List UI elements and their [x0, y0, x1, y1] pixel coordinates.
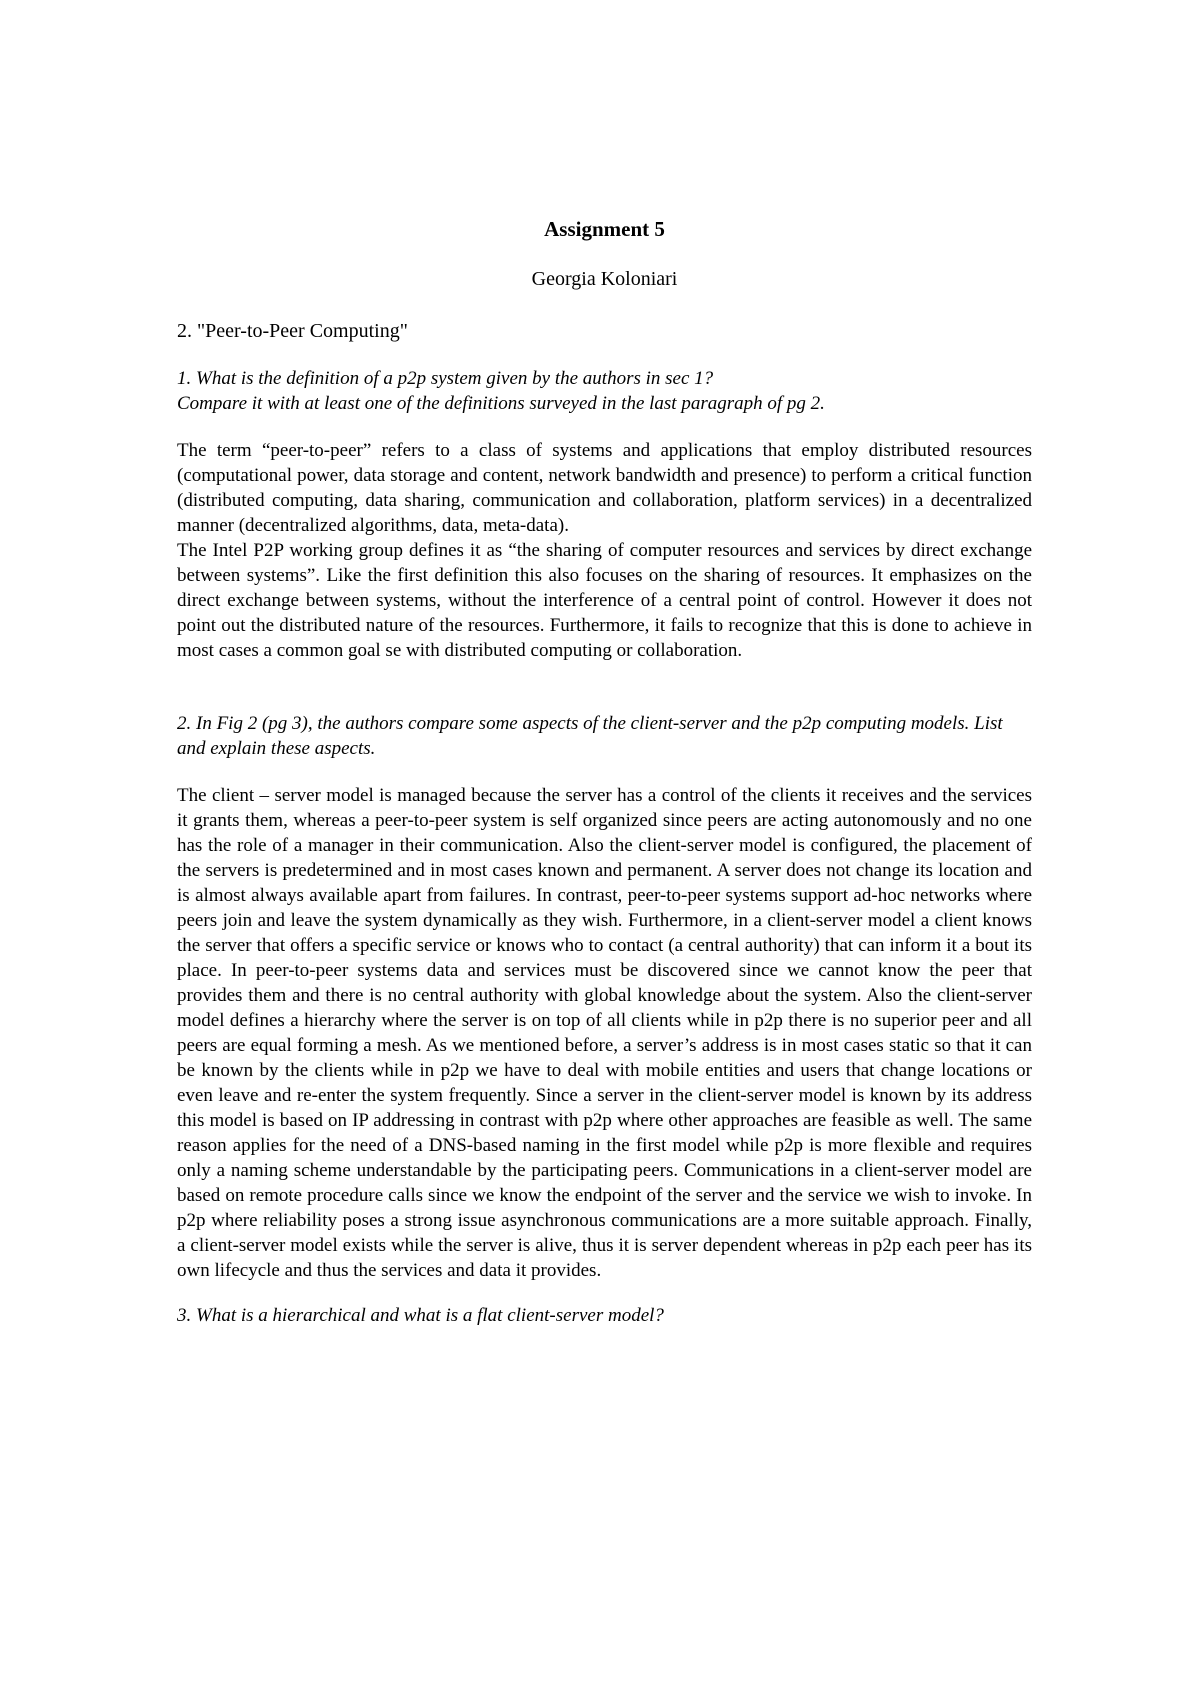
answer-2-paragraph: The client – server model is managed because the server has a control of the clients it receives and the services it grants them, whereas a peer-to-peer system is self organized since peers are acting autonomously and no one has the role of a manager in their communication. Also the client-server model is configured, the placement of the servers is predetermined and in most cases known and permanent. A server does not change its location and is almost always available apart from failures. In contrast, peer-to-peer systems support ad-hoc networks where peers join and leave the system dynamically as they wish. Furthermore, in a client-server model a client knows the server that offers a specific service or knows who to contact (a central authority) that can inform it a bout its place. In peer-to-peer systems data and services must be discovered since we cannot know the peer that provides them and there is no central authority with global knowledge about the system. Also the client-server model defines a hierarchy where the server is on top of all clients while in p2p there is no superior peer and all peers are equal forming a mesh. As we mentioned before, a server’s address is in most cases static so that it can be known by the clients while in p2p we have to deal with mobile entities and users that change locations or even leave and re-enter the system frequently. Since a server in the client-server model is known by its address this model is based on IP addressing in contrast with p2p where other approaches are feasible as well. The same reason applies for the need of a DNS-based naming in the first model while p2p is more flexible and requires only a naming scheme understandable by the participating peers. Communications in a client-server model are based on remote procedure calls since we know the endpoint of the server and the service we wish to invoke. In p2p where reliability poses a strong issue asynchronous communications are a more suitable approach. Finally, a client-server model exists while the server is alive, thus it is server dependent whereas in p2p each peer has its own lifecycle and thus the services and data it provides.: [177, 785, 1032, 1281]
document-body: [177, 214, 1032, 1328]
question-1: [177, 366, 1032, 416]
section-heading: 2. "Peer-to-Peer Computing": [177, 320, 408, 342]
document-title: Assignment 5: [544, 217, 665, 241]
question-2: 2. In Fig 2 (pg 3), the authors compare some aspects of the client-server and the p2p computing models. List and explain these aspects.: [177, 713, 1003, 759]
question-1-line-2: Compare it with at least one of the definitions surveyed in the last paragraph of pg 2.: [177, 393, 825, 414]
answer-1-paragraph-1: The term “peer-to-peer” refers to a class of systems and applications that employ distributed resources (computational power, data storage and content, network bandwidth and presence) to perform a critical function (distributed computing, data sharing, communication and collaboration, platform services) in a decentralized manner (decentralized algorithms, data, meta-data).: [177, 440, 1032, 536]
question-1-line-1: 1. What is the definition of a p2p system given by the authors in sec 1?: [177, 368, 714, 389]
document-author: Georgia Koloniari: [531, 268, 678, 290]
question-3: 3. What is a hierarchical and what is a flat client-server model?: [177, 1305, 664, 1326]
answer-1-paragraph-2: The Intel P2P working group defines it as “the sharing of computer resources and services by direct exchange between systems”. Like the first definition this also focuses on the sharing of resources. It emphasizes on the direct exchange between systems, without the interference of a central point of control. However it does not point out the distributed nature of the resources. Furthermore, it fails to recognize that this is done to achieve in most cases a common goal se with distributed computing or collaboration.: [177, 540, 1032, 661]
